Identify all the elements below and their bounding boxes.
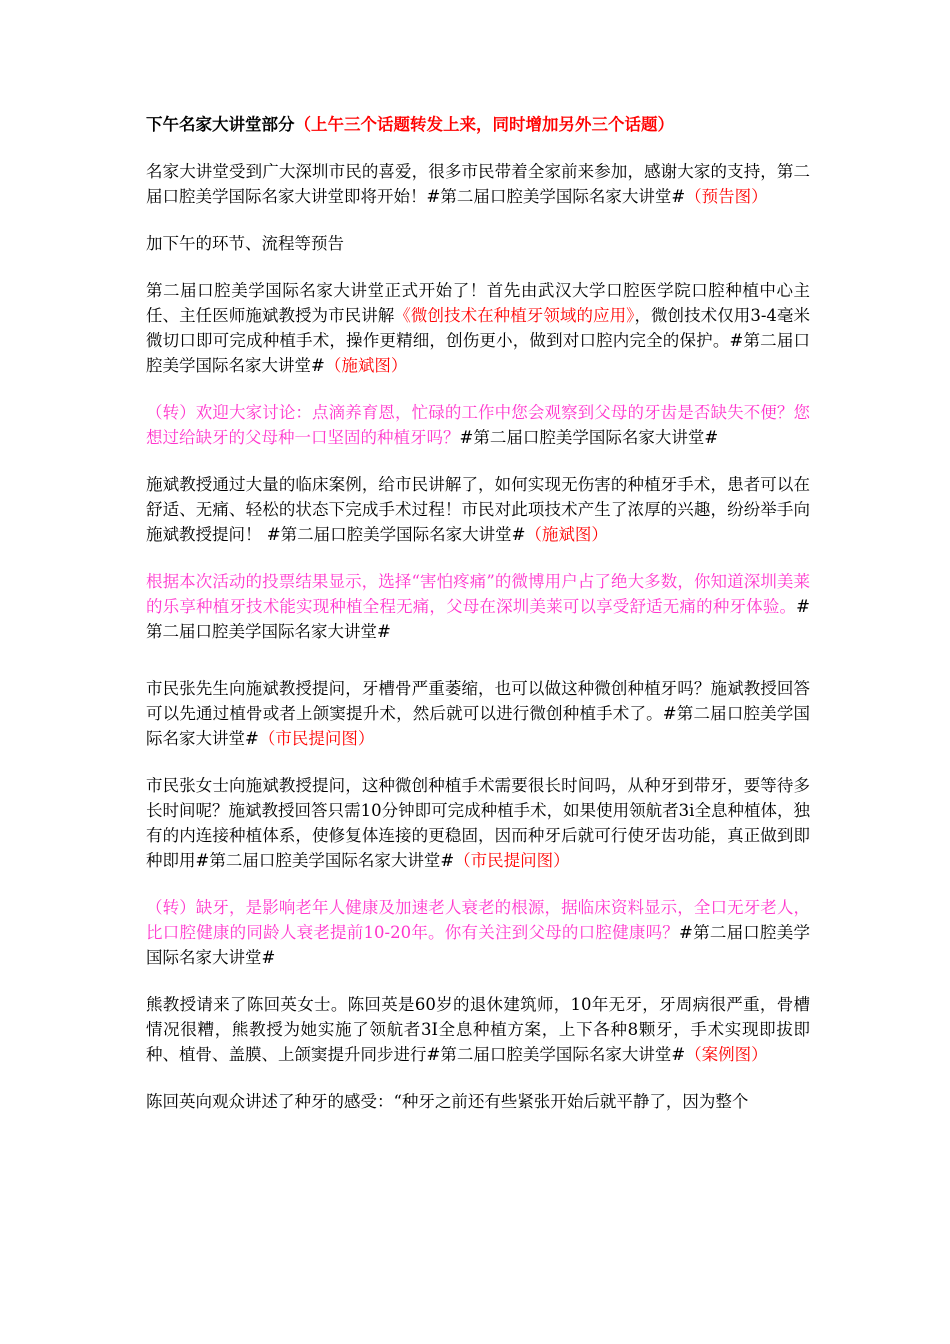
paragraph-3-highlight: 《微创技术在种植牙领域的应用》 [394, 306, 635, 325]
paragraph-8-note: （市民提问图） [454, 851, 570, 870]
paragraph-1 [146, 159, 810, 209]
paragraph-4 [146, 400, 810, 450]
paragraph-4-text: #第二届口腔美学国际名家大讲堂# [459, 428, 719, 447]
paragraph-10-note: （案例图） [685, 1045, 768, 1064]
paragraph-9-text: #第二届口腔美学国际名家大讲堂# [146, 923, 810, 967]
paragraph-3-text-after: ，微创技术仅用3-4毫米微切口即可完成种植手术，操作更精细，创伤更小，做到对口腔内完全的保护。#第二届口腔美学国际名家大讲堂# [146, 306, 811, 375]
paragraph-3 [146, 278, 810, 378]
paragraph-5-note: （施斌图） [525, 525, 608, 544]
paragraph-4-pink: （转）欢迎大家讨论：点滴养育恩，忙碌的工作中您会观察到父母的牙齿是否缺失不便？您想过给缺牙的父母种一口坚固的种植牙吗？ [146, 403, 810, 447]
paragraph-9 [146, 895, 810, 970]
paragraph-2-text: 加下午的环节、流程等预告 [146, 234, 344, 253]
paragraph-9-pink: （转）缺牙，是影响老年人健康及加速老人衰老的根源，据临床资料显示，全口无牙老人，比口腔健康的同龄人衰老提前10-20年。你有关注到父母的口腔健康吗？ [146, 898, 810, 942]
paragraph-6-pink: 根据本次活动的投票结果显示，选择“害怕疼痛”的微博用户占了绝大多数，你知道深圳美莱的乐享种植牙技术能实现种植全程无痛，父母在深圳美莱可以享受舒适无痛的种牙体验。 [146, 572, 810, 616]
paragraph-3-note: （施斌图） [324, 356, 408, 375]
paragraph-10 [146, 992, 810, 1067]
paragraph-7-text: 市民张先生向施斌教授提问，牙槽骨严重萎缩，也可以做这种微创种植牙吗？施斌教授回答可以先通过植骨或者上颌窦提升术，然后就可以进行微创种植手术了。#第二届口腔美学国际名家大讲堂# [146, 679, 810, 748]
paragraph-8-text: 市民张女士向施斌教授提问，这种微创种植手术需要很长时间吗，从种牙到带牙，要等待多长时间呢？施斌教授回答只需10分钟即可完成种植手术，如果使用领航者3i全息种植体，独有的内连接种植体系，使修复体连接的更稳固，因而种牙后就可行使牙齿功能，真正做到即种即用#第二届口腔美学国际名家大讲堂# [146, 776, 810, 870]
paragraph-6 [146, 569, 810, 644]
paragraph-2 [146, 231, 810, 256]
paragraph-7-note: （市民提问图） [258, 729, 375, 748]
paragraph-3-text-before: 第二届口腔美学国际名家大讲堂正式开始了！首先由武汉大学口腔医学院口腔种植中心主任、主任医师施斌教授为市民讲解 [146, 281, 810, 325]
paragraph-6-text: #第二届口腔美学国际名家大讲堂# [146, 597, 810, 641]
paragraph-7 [146, 676, 810, 751]
paragraph-5 [146, 472, 810, 547]
section-heading [146, 112, 810, 137]
paragraph-11 [146, 1089, 810, 1114]
heading-main: 下午名家大讲堂部分 [146, 115, 295, 134]
paragraph-11-text: 陈回英向观众讲述了种牙的感受：“种牙之前还有些紧张开始后就平静了，因为整个 [146, 1092, 749, 1111]
document-page [146, 112, 810, 1136]
paragraph-1-note: （预告图） [685, 187, 768, 206]
paragraph-5-text: 施斌教授通过大量的临床案例，给市民讲解了，如何实现无伤害的种植牙手术，患者可以在舒适、无痛、轻松的状态下完成手术过程！市民对此项技术产生了浓厚的兴趣，纷纷举手向施斌教授提问！ #第二届口腔美学国际名家大讲堂# [146, 475, 810, 544]
paragraph-8 [146, 773, 810, 873]
paragraph-10-text: 熊教授请来了陈回英女士。陈回英是60岁的退休建筑师，10年无牙，牙周病很严重，骨槽情况很糟，熊教授为她实施了领航者3I全息种植方案，上下各种8颗牙，手术实现即拔即种、植骨、盖膜、上颌窦提升同步进行#第二届口腔美学国际名家大讲堂# [146, 995, 810, 1064]
paragraph-1-text: 名家大讲堂受到广大深圳市民的喜爱，很多市民带着全家前来参加，感谢大家的支持，第二届口腔美学国际名家大讲堂即将开始！#第二届口腔美学国际名家大讲堂# [146, 162, 810, 206]
heading-note: （上午三个话题转发上来，同时增加另外三个话题） [294, 115, 674, 134]
